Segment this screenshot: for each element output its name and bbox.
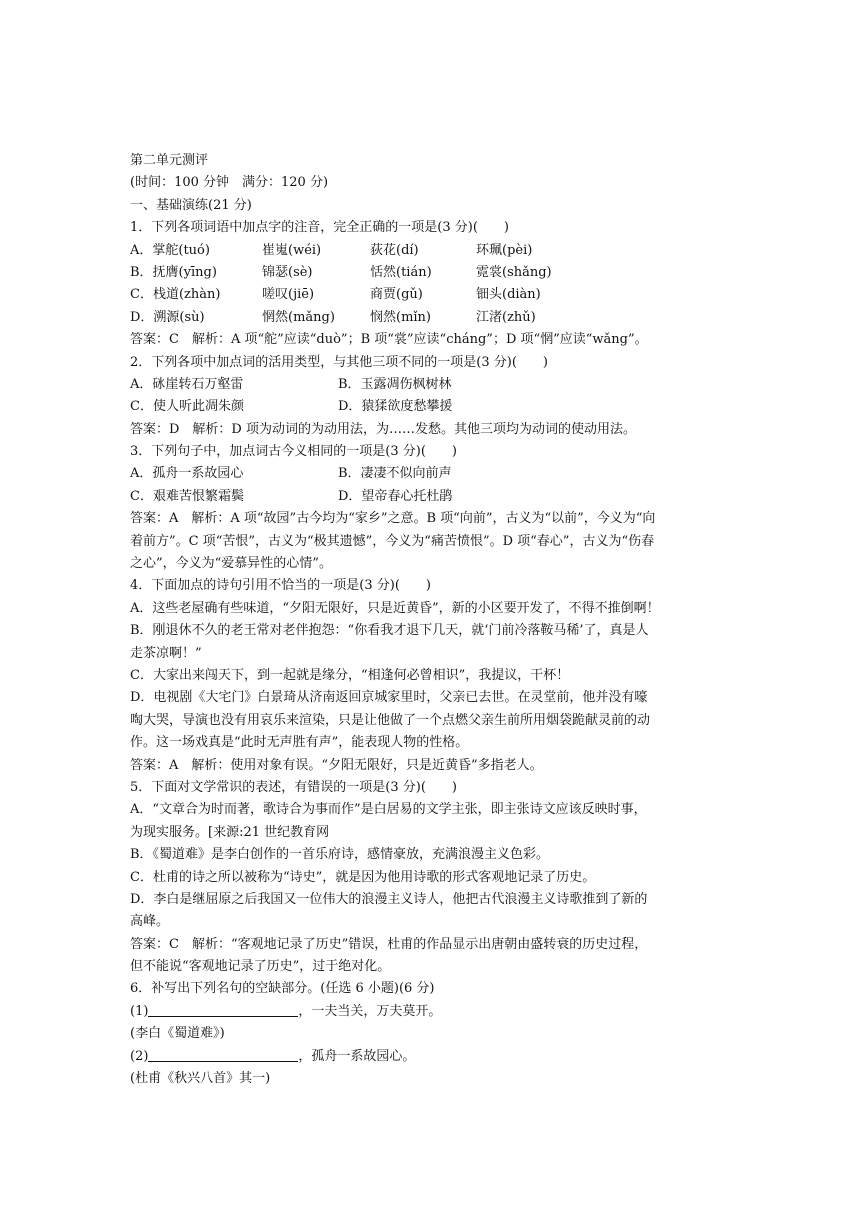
question-4-option-a: A．这些老屋确有些味道，“夕阳无限好，只是近黄昏”，新的小区要开发了，不得不推倒啊！ — [130, 600, 660, 616]
answer-blank[interactable] — [148, 1047, 298, 1062]
question-3-options-cd: C．艰难苦恨繁霜鬓 D．望帝春心托杜鹃 — [130, 488, 453, 504]
question-1-option-a: A．掌舵(tuó) 崔嵬(wéi) 荻花(dí) 环珮(pèi) — [130, 242, 533, 258]
question-4-option-b: 走茶凉啊！” — [130, 645, 202, 661]
question-2-stem: 2．下列各项中加点词的活用类型，与其他三项不同的一项是(3 分)( ) — [130, 354, 548, 370]
document-body — [130, 150, 730, 1090]
item-text: ，一夫当关，万夫莫开。 — [298, 1003, 442, 1019]
question-5-answer: 但不能说“客观地记录了历史”，过于绝对化。 — [130, 959, 391, 975]
question-5-option-a: 为现实服务。[来源:21 世纪教育网 — [130, 824, 330, 840]
question-1-answer: 答案：C 解析：A 项“舵”应读“duò”；B 项“裳”应读“cháng”；D 项“惘”应读“wǎng”。 — [130, 332, 648, 348]
question-5-option-a: A．“文章合为时而著，歌诗合为事而作”是白居易的文学主张，即主张诗文应该反映时事， — [130, 802, 647, 818]
question-4-option-d: D．电视剧《大宅门》白景琦从济南返回京城家里时，父亲已去世。在灵堂前，他并没有嚎 — [130, 690, 648, 706]
question-5-stem: 5．下面对文学常识的表述，有错误的一项是(3 分)( ) — [130, 779, 457, 795]
question-6-stem: 6．补写出下列名句的空缺部分。(任选 6 小题)(6 分) — [130, 981, 435, 997]
question-1-option-d: D．溯源(sù) 惘然(mǎng) 悯然(mǐn) 江渚(zhǔ) — [130, 309, 536, 325]
question-3-answer: 着前方”。C 项“苦恨”，古义为“极其遗憾”，今义为“痛苦愤恨”。D 项“春心”，古义为“伤春 — [130, 533, 655, 549]
question-1-option-b: B．抚膺(yīng) 锦瑟(sè) 恬然(tián) 霓裳(shǎng) — [130, 264, 552, 280]
question-5-option-b: B．《蜀道难》是李白创作的一首乐府诗，感情豪放，充满浪漫主义色彩。 — [130, 847, 550, 863]
question-1-option-c: C．栈道(zhàn) 嗟叹(jiē) 商贾(gǔ) 钿头(diàn) — [130, 287, 541, 303]
question-4-option-c: C．大家出来闯天下，到一起就是缘分，“相逢何必曾相识”，我提议，干杯！ — [130, 667, 570, 683]
item-source: (杜甫《秋兴八首》其一) — [130, 1071, 271, 1087]
question-3-answer: 答案：A 解析：A 项“故园”古今均为“家乡”之意。B 项“向前”，古义为“以前”，今义为“向 — [130, 511, 656, 527]
question-5-option-d: 高峰。 — [130, 914, 170, 930]
answer-blank[interactable] — [148, 1002, 298, 1017]
question-4-stem: 4．下面加点的诗句引用不恰当的一项是(3 分)( ) — [130, 578, 431, 594]
item-number: (2) — [130, 1048, 149, 1064]
page-title: 第二单元测评 — [130, 153, 209, 168]
question-4-option-d: 啕大哭，导演也没有用哀乐来渲染，只是让他做了一个点燃父亲生前所用烟袋跪献灵前的动 — [130, 712, 651, 728]
question-5-option-d: D．李白是继屈原之后我国又一位伟大的浪漫主义诗人，他把古代浪漫主义诗歌推到了新的 — [130, 891, 648, 907]
question-5-option-c: C．杜甫的诗之所以被称为“诗史”，就是因为他用诗歌的形式客观地记录了历史。 — [130, 869, 596, 885]
question-2-options-ab: A．砯崖转石万壑雷 B．玉露凋伤枫树林 — [130, 376, 452, 392]
fill-blank-item — [130, 1001, 730, 1023]
question-3-stem: 3．下列句子中，加点词古今义相同的一项是(3 分)( ) — [130, 444, 457, 460]
question-3-answer: 之心”，今义为“爱慕异性的心情”。 — [130, 556, 332, 572]
question-5-answer: 答案：C 解析：“客观地记录了历史”错误，杜甫的作品显示出唐朝由盛转衰的历史过程， — [130, 936, 648, 952]
fill-blank-item — [130, 1046, 730, 1068]
section-heading: 一、基础演练(21 分) — [130, 197, 252, 213]
question-4-option-b: B．刚退休不久的老王常对老伴抱怨：“你看我才退下几天，就‘门前冷落鞍马稀’了，真是人 — [130, 623, 649, 639]
question-1-stem: 1．下列各项词语中加点字的注音，完全正确的一项是(3 分)( ) — [130, 220, 509, 236]
question-2-options-cd: C．使人听此凋朱颜 D．猿猱欲度愁攀援 — [130, 399, 453, 415]
item-number: (1) — [130, 1003, 149, 1019]
item-text: ，孤舟一系故园心。 — [298, 1048, 416, 1064]
question-4-option-d: 作。这一场戏真是“此时无声胜有声”，能表现人物的性格。 — [130, 735, 469, 751]
question-4-answer: 答案：A 解析：使用对象有误。“夕阳无限好，只是近黄昏”多指老人。 — [130, 757, 543, 773]
item-source: (李白《蜀道难》) — [130, 1026, 225, 1042]
exam-meta: (时间：100 分钟 满分：120 分) — [130, 175, 329, 191]
question-2-answer: 答案：D 解析：D 项为动词的为动用法，为……发愁。其他三项均为动词的使动用法。 — [130, 421, 636, 437]
question-3-options-ab: A．孤舟一系故园心 B．凄凄不似向前声 — [130, 466, 452, 482]
